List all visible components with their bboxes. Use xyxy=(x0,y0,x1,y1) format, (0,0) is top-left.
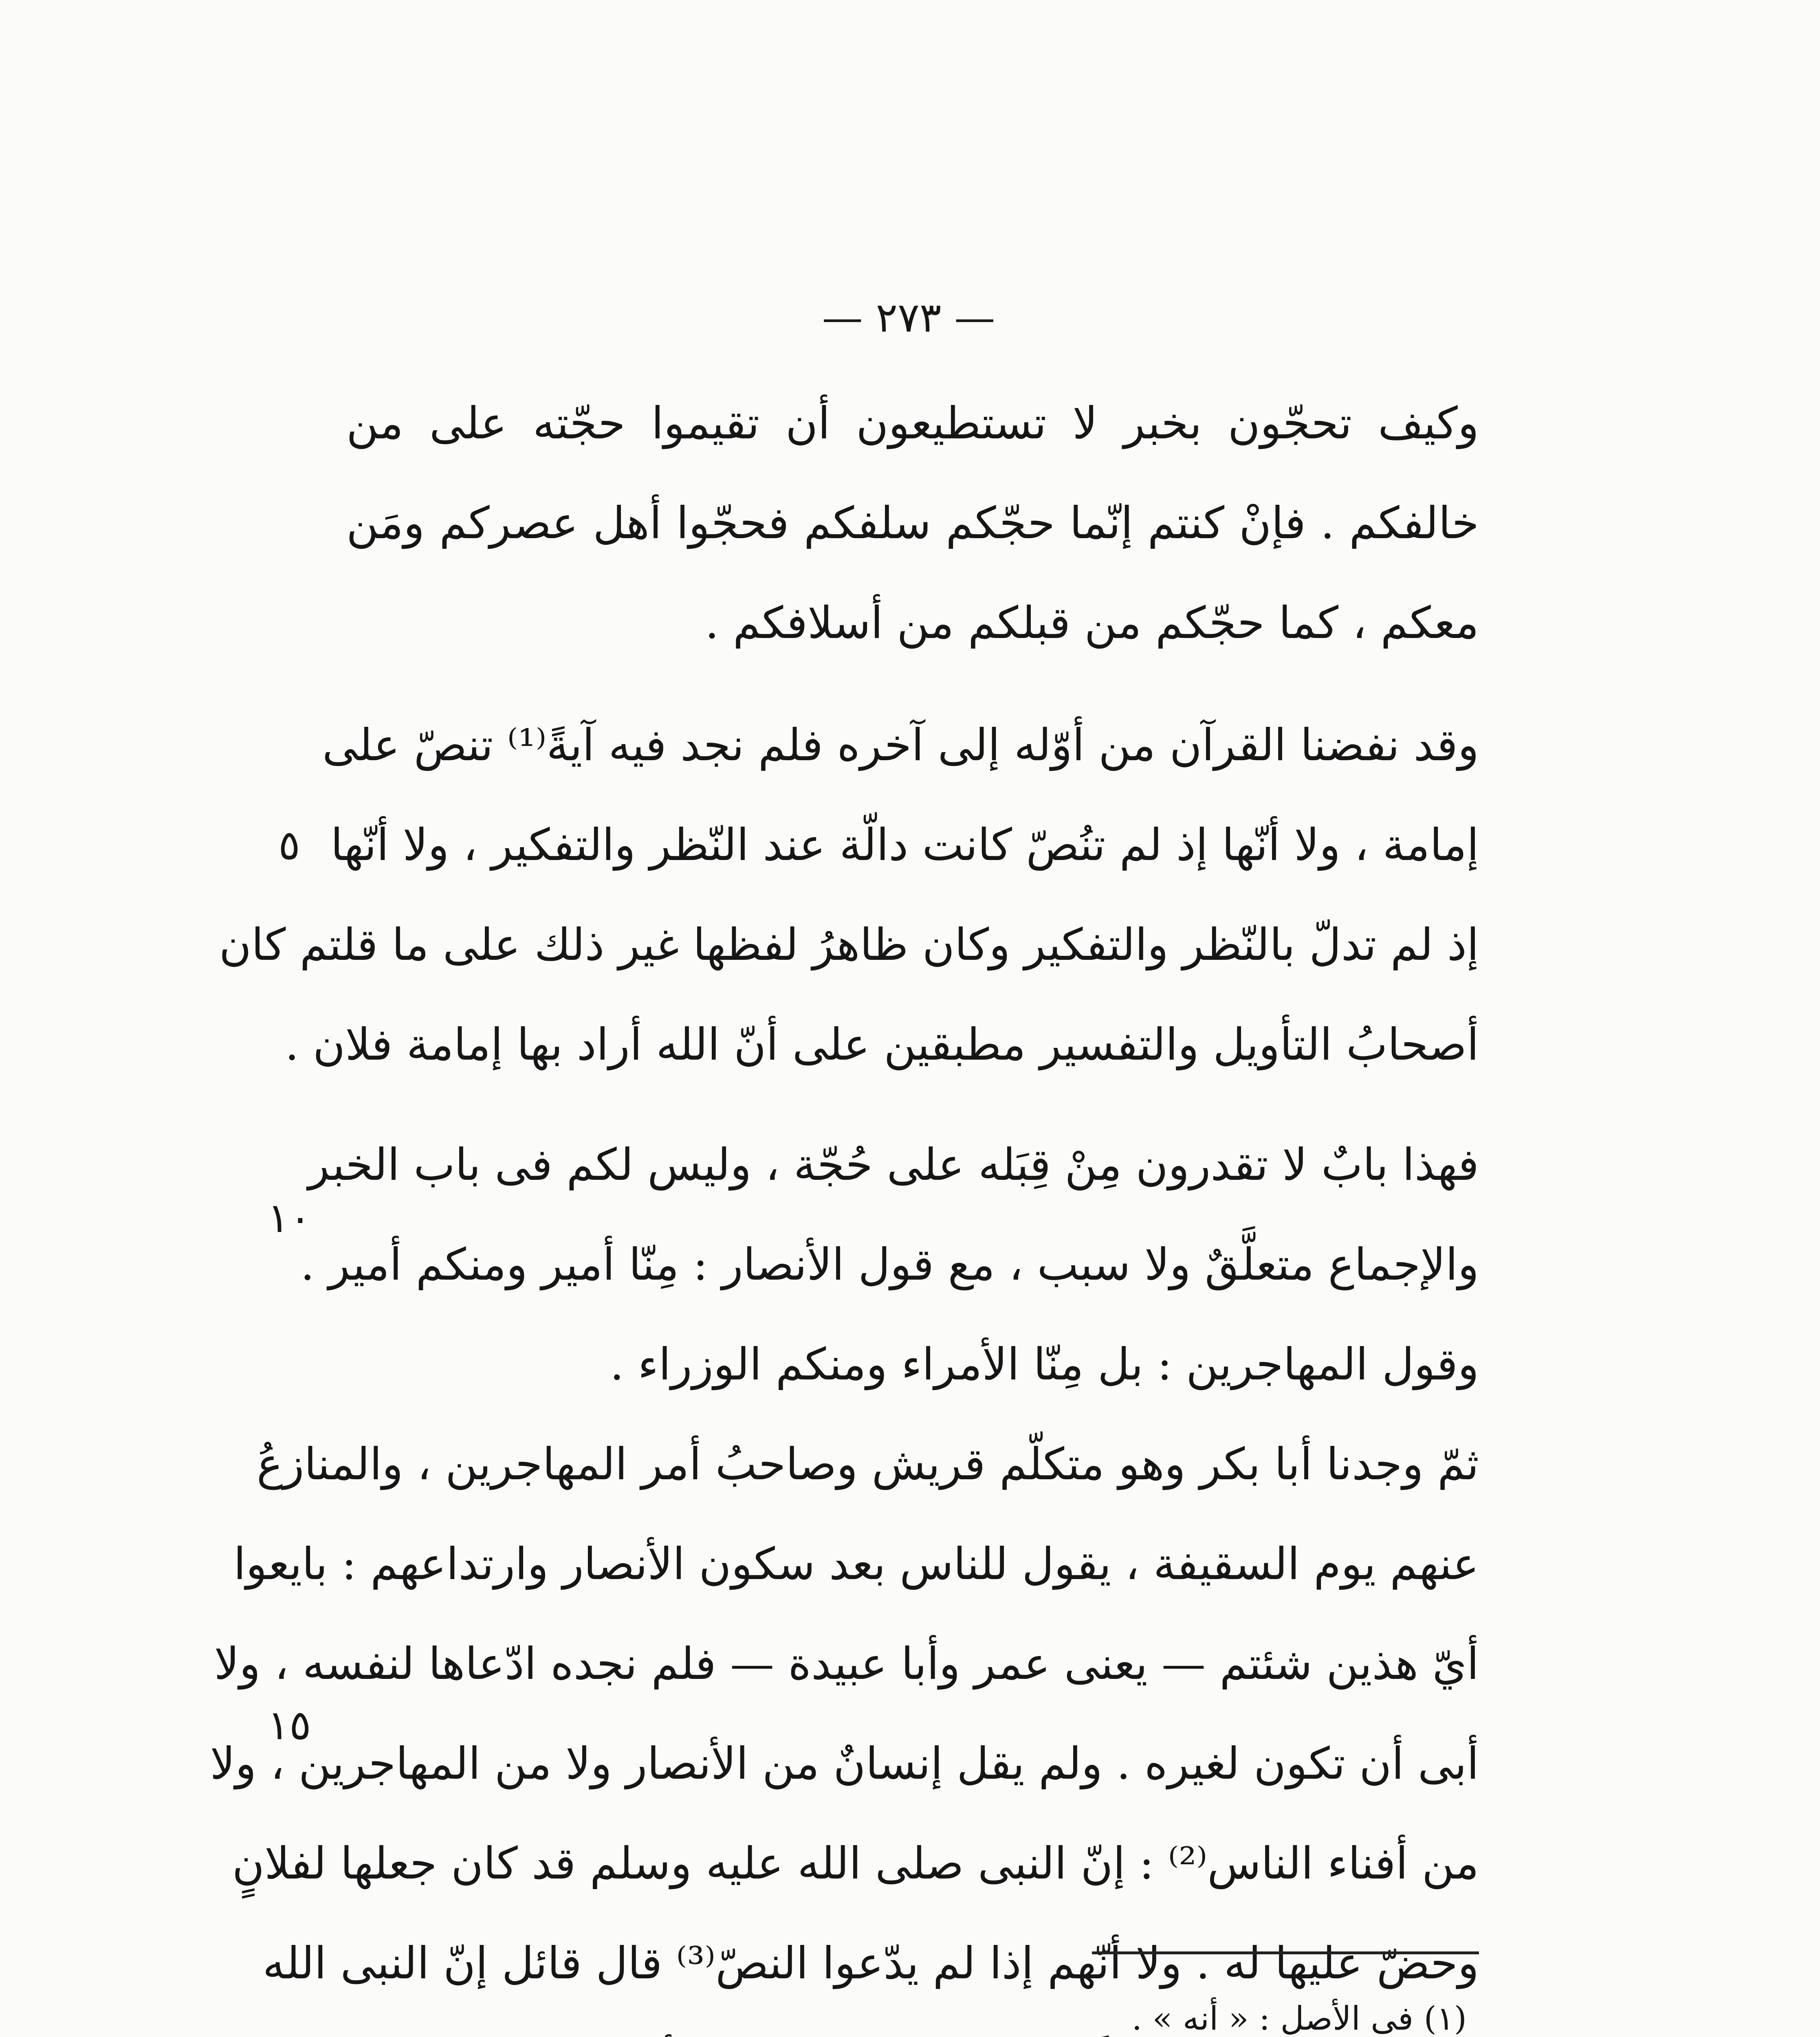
text-line-13: أيّ هذين شئتم — يعنى عمر وأبا عبيدة — فلم نجده ادّعاها لنفسه ، ولا xyxy=(214,1639,1479,1689)
text-line-1: وكيف تحجّون بخبر لا تستطيعون أن تقيموا حجّته على من xyxy=(346,398,1479,449)
line-marker-5: ٥ xyxy=(278,821,300,869)
text-line-14: أبى أن تكون لغيره . ولم يقل إنسانٌ من الأنصار ولا من المهاجرين ، ولا xyxy=(210,1738,1479,1789)
text-line-2: خالفكم . فإنْ كنتم إنّما حجّكم سلفكم فحجّوا أهل عصركم ومَن xyxy=(346,498,1479,549)
text-line-5: إمامة ، ولا أنّها إذ لم تنُصّ كانت دالّة عند النّظر والتفكير ، ولا أنّها xyxy=(330,820,1479,871)
text-line-12: عنهم يوم السقيفة ، يقول للناس بعد سكون الأنصار وارتداعهم : بايعوا xyxy=(233,1539,1479,1590)
text-line-9: والإجماع متعلَّقٌ ولا سبب ، مع قول الأنصار : مِنّا أمير ومنكم أمير . xyxy=(300,1239,1479,1290)
text-line-7: أصحابُ التأويل والتفسير مطبقين على أنّ الله أراد بها إمامة فلان . xyxy=(285,1019,1479,1070)
footnote-1: (١) فى الأصل : « أنه » . xyxy=(1131,2000,1467,2037)
text-line-10: وقول المهاجرين : بل مِنّا الأمراء ومنكم الوزراء . xyxy=(610,1339,1479,1390)
text-line-16: وحضّ عليها له . ولا أنّهم إذا لم يدّعوا النصّ⁽³⁾ قال قائل إنّ النبى الله xyxy=(262,1938,1479,1989)
page-number: — ٢٧٣ — xyxy=(822,294,995,341)
line-marker-15: ١٥ xyxy=(267,1701,311,1749)
line-marker-10: ١٠ xyxy=(267,1194,311,1242)
text-line-15: من أفناء الناس⁽²⁾ : إنّ النبى صلى الله عليه وسلم قد كان جعلها لفلانٍ xyxy=(232,1838,1479,1889)
text-line-11: ثمّ وجدنا أبا بكر وهو متكلّم قريش وصاحبُ أمر المهاجرين ، والمنازعُ xyxy=(256,1439,1479,1490)
footnote-rule xyxy=(1092,1951,1479,1954)
text-line-4: وقد نفضنا القرآن من أوّله إلى آخره فلم نجد فيه آيةً⁽¹⁾ تنصّ على xyxy=(322,720,1479,771)
text-line-8: فهذا بابٌ لا تقدرون مِنْ قِبَله على حُجّة ، وليس لكم فى باب الخبر xyxy=(308,1139,1479,1190)
text-line-3: معكم ، كما حجّكم من قبلكم من أسلافكم . xyxy=(705,598,1479,649)
line-marker-20 xyxy=(253,2027,326,2037)
text-line-6: إذ لم تدلّ بالنّظر والتفكير وكان ظاهرُ لفظها غير ذلك على ما قلتم كان xyxy=(219,920,1479,970)
